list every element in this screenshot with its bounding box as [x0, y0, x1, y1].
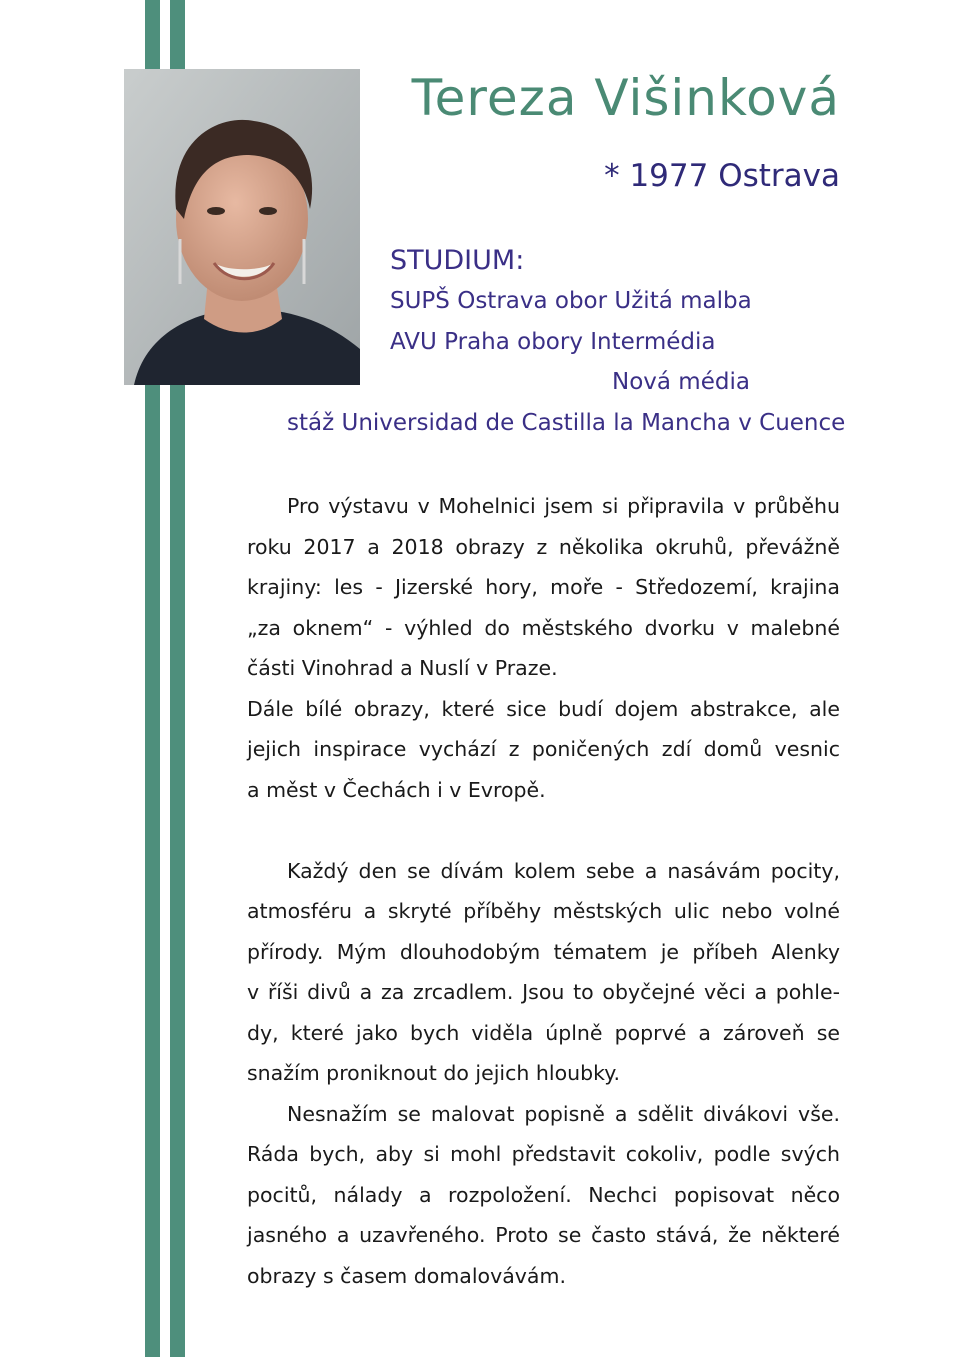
- study-line: AVU Praha obory Intermédia: [390, 329, 716, 355]
- artist-name: Tereza Višinková: [411, 69, 840, 127]
- text-line: Ráda bych, aby si mohl představit cokoliv, podle svých: [247, 1142, 840, 1166]
- text-line: snažím proniknout do jejich hloubky.: [247, 1061, 621, 1085]
- text-line: Pro výstavu v Mohelnici jsem si připravila v průběhu: [287, 494, 840, 518]
- text-line: krajiny: les - Jizerské hory, moře - Středozemí, krajina: [247, 575, 840, 599]
- text-line: v říši divů a za zrcadlem. Jsou to obyčejné věci a pohle-: [247, 980, 840, 1004]
- text-line: přírody. Mým dlouhodobým tématem je příbeh Alenky: [247, 939, 840, 964]
- study-line: SUPŠ Ostrava obor Užitá malba: [390, 288, 752, 314]
- artist-statement: [247, 486, 840, 1296]
- text-line: Nesnažím se malovat popisně a sdělit divákovi vše.: [287, 1101, 840, 1126]
- text-line: pocitů, nálady a rozpoložení. Nechci popisovat něco: [247, 1182, 840, 1207]
- birth-info: * 1977 Ostrava: [604, 158, 840, 194]
- text-line: jejich inspirace vychází z poničených zdí domů vesnic: [247, 737, 840, 761]
- text-line: dy, které jako bych viděla úplně poprvé a zároveň se: [247, 1020, 840, 1045]
- text-line: jasného a uzavřeného. Proto se často stává, že některé: [247, 1223, 840, 1247]
- text-line: roku 2017 a 2018 obrazy z několika okruhů, převážně: [247, 534, 840, 559]
- paragraph-gap: [247, 810, 840, 851]
- text-line: části Vinohrad a Nuslí v Praze.: [247, 656, 558, 680]
- text-line: Dále bílé obrazy, které sice budí dojem abstrakce, ale: [247, 696, 840, 721]
- study-line: stáž Universidad de Castilla la Mancha v Cuence: [287, 410, 846, 436]
- text-line: obrazy s časem domalovávám.: [247, 1263, 566, 1288]
- text-line: Každý den se dívám kolem sebe a nasávám pocity,: [287, 858, 840, 883]
- text-line: „za oknem“ - výhled do městského dvorku v malebné: [247, 615, 840, 640]
- portrait-photo: [124, 69, 360, 385]
- study-line: Nová média: [612, 369, 750, 395]
- study-heading: STUDIUM:: [390, 245, 525, 276]
- text-line: a měst v Čechách i v Evropě.: [247, 777, 546, 802]
- text-line: atmosféru a skryté příběhy městských ulic nebo volné: [247, 899, 840, 923]
